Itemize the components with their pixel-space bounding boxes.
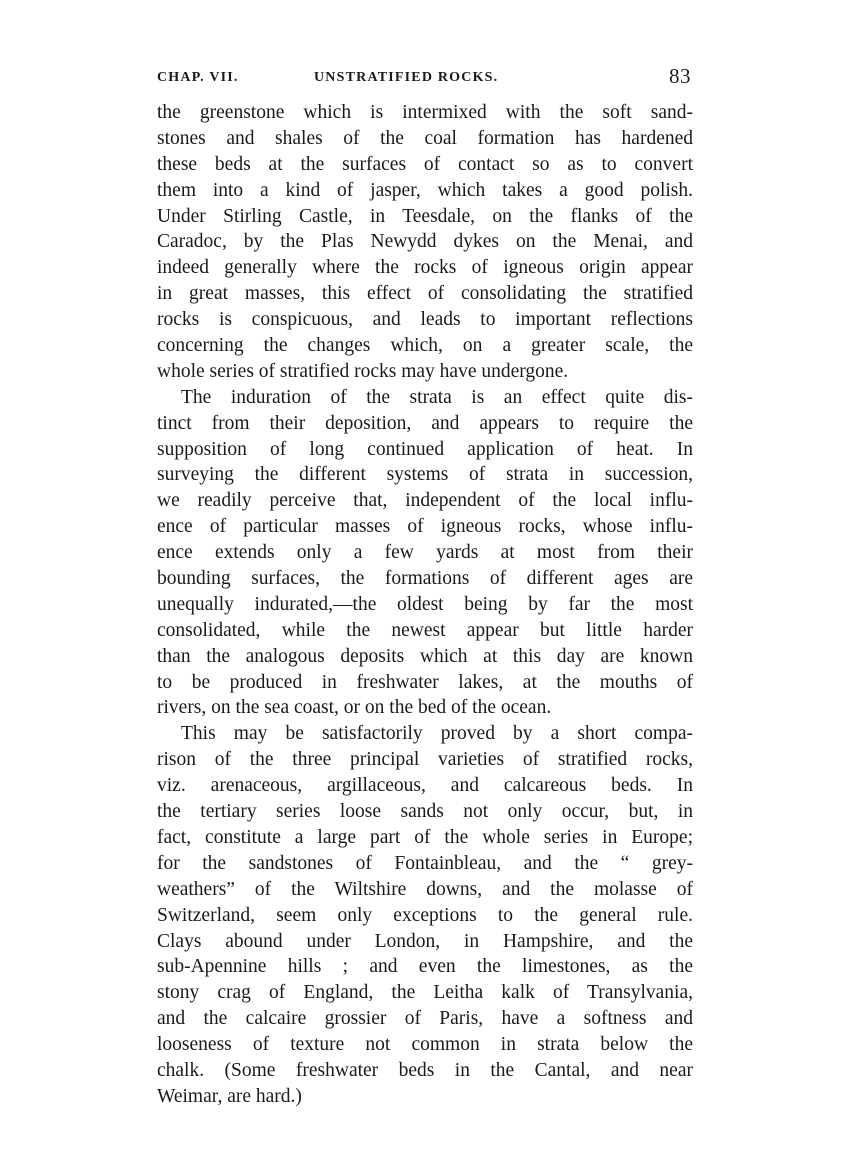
text-line: Under Stirling Castle, in Teesdale, on the flanks of the [157,205,693,227]
text-line: whole series of stratified rocks may have undergone. [157,360,569,382]
text-line: these beds at the surfaces of contact so as to convert [157,153,693,175]
text-line: The induration of the strata is an effect quite dis- [181,386,693,408]
text-line: viz. arenaceous, argillaceous, and calcareous beds. In [157,775,693,797]
text-line: in great masses, this effect of consolidating the stratified [157,283,693,305]
text-line: looseness of texture not common in strata below the [157,1034,693,1056]
paragraph [157,385,693,722]
text-line: indeed generally where the rocks of igneous origin appear [157,257,693,279]
text-line: Clays abound under London, in Hampshire, and the [157,930,693,952]
page-number: 83 [669,64,691,88]
text-line: rivers, on the sea coast, or on the bed of the ocean. [157,697,552,719]
text-line: rison of the three principal varieties of stratified rocks, [157,749,693,771]
chapter-label: CHAP. VII. [157,70,239,85]
text-line: chalk. (Some freshwater beds in the Cantal, and near [157,1059,693,1081]
text-line: than the analogous deposits which at this day are known [157,645,693,667]
text-line: concerning the changes which, on a greater scale, the [157,335,693,357]
text-line: stony crag of England, the Leitha kalk of Transylvania, [157,982,693,1004]
text-line: stones and shales of the coal formation has hardened [157,127,693,149]
running-head [157,64,693,92]
text-line: them into a kind of jasper, which takes a good polish. [157,179,693,201]
text-line: ence of particular masses of igneous rocks, whose influ- [157,516,693,538]
text-line: to be produced in freshwater lakes, at the mouths of [157,671,693,693]
body-text [157,100,693,1110]
text-line: for the sandstones of Fontainbleau, and the “ grey- [157,852,693,874]
text-line: surveying the different systems of strata in succession, [157,464,693,486]
paragraph [157,721,693,1109]
text-line: Weimar, are hard.) [157,1085,302,1107]
text-line: the greenstone which is intermixed with the soft sand- [157,102,693,123]
text-line: ence extends only a few yards at most from their [157,542,693,564]
text-line: the tertiary series loose sands not only occur, but, in [157,801,693,823]
text-line: weathers” of the Wiltshire downs, and the molasse of [157,878,693,900]
text-line: unequally indurated,—the oldest being by far the most [157,593,693,615]
paragraph [157,100,693,385]
text-line: fact, constitute a large part of the whole series in Europe; [157,826,693,848]
text-line: sub-Apennine hills ; and even the limestones, as the [157,956,693,978]
text-line: and the calcaire grossier of Paris, have a softness and [157,1008,693,1030]
text-line: Switzerland, seem only exceptions to the general rule. [157,904,693,926]
running-title: UNSTRATIFIED ROCKS. [314,70,499,85]
text-line: bounding surfaces, the formations of different ages are [157,568,693,590]
text-line: consolidated, while the newest appear but little harder [157,619,693,641]
text-line: supposition of long continued application of heat. In [157,438,693,460]
text-line: This may be satisfactorily proved by a short compa- [181,723,693,745]
text-line: tinct from their deposition, and appears to require the [157,412,693,434]
text-line: Caradoc, by the Plas Newydd dykes on the Menai, and [157,231,693,253]
text-line: rocks is conspicuous, and leads to important reflections [157,309,693,331]
text-line: we readily perceive that, independent of the local influ- [157,490,693,512]
